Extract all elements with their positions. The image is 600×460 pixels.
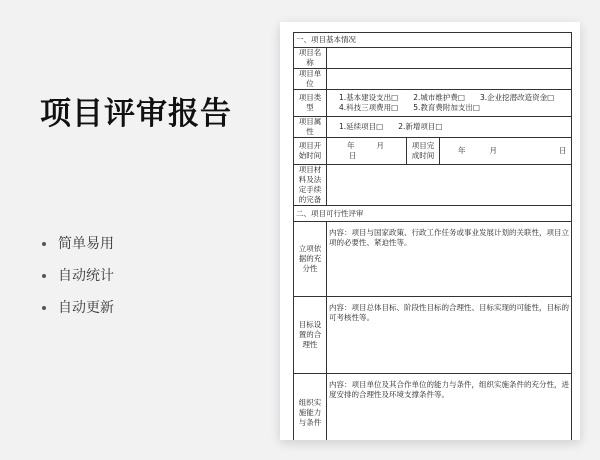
label-project-attr: 项目属性	[294, 117, 327, 138]
field-org-desc: 内容：项目单位及其合作单位的能力与条件，组织实施条件的充分性，进度安排的合理性及环境支撑条件等。	[327, 374, 572, 441]
bullet-icon	[42, 306, 46, 310]
bullet-icon	[42, 274, 46, 278]
field-end-date[interactable]: 年 月 日	[440, 138, 572, 165]
document-preview	[280, 22, 580, 440]
field-project-attr[interactable]	[327, 117, 572, 138]
field-basis-desc: 内容：项目与国家政策、行政工作任务或事业发展计划的关联性，项目立项的必要性、紧迫性等。	[327, 222, 572, 297]
page-title: 项目评审报告	[40, 96, 232, 132]
attr-options: 1.延续项目□ 2.新增项目□	[339, 122, 443, 131]
label-project-type: 项目类型	[294, 90, 327, 117]
field-project-type[interactable]	[327, 90, 572, 117]
label-project-unit: 项目单位	[294, 69, 327, 90]
label-basis: 立项依据的充分性	[294, 222, 327, 297]
bullet-icon	[42, 242, 46, 246]
type-options-line1: 1.基本建设支出□ 2.城市维护费□ 3.企业挖潜改造资金□	[339, 93, 555, 102]
label-org: 组织实施能力与条件	[294, 374, 327, 441]
label-project-name: 项目名称	[294, 48, 327, 69]
field-project-unit[interactable]	[327, 69, 572, 90]
section-basic-info: 一、项目基本情况	[294, 33, 572, 48]
label-target: 目标设置的合理性	[294, 297, 327, 374]
section-feasibility: 二、项目可行性评审	[294, 206, 572, 222]
field-start-date[interactable]: 年 月日	[327, 138, 407, 165]
field-project-name[interactable]	[327, 48, 572, 69]
field-target-desc: 内容：项目总体目标、阶段性目标的合理性、目标实现的可能性，目标的可考核性等。	[327, 297, 572, 374]
field-materials[interactable]	[327, 165, 572, 206]
review-form-table	[293, 32, 572, 440]
feature-list	[42, 236, 114, 332]
type-options-line2: 4.科技三项费用□ 5.教育费附加支出□	[339, 103, 480, 112]
label-materials: 项目材料及法定手续的完备	[294, 165, 327, 206]
feature-item: 简单易用	[42, 236, 114, 268]
feature-item: 自动统计	[42, 268, 114, 300]
label-end-time: 项目完成时间	[407, 138, 440, 165]
feature-item: 自动更新	[42, 300, 114, 332]
label-start-time: 项目开始时间	[294, 138, 327, 165]
